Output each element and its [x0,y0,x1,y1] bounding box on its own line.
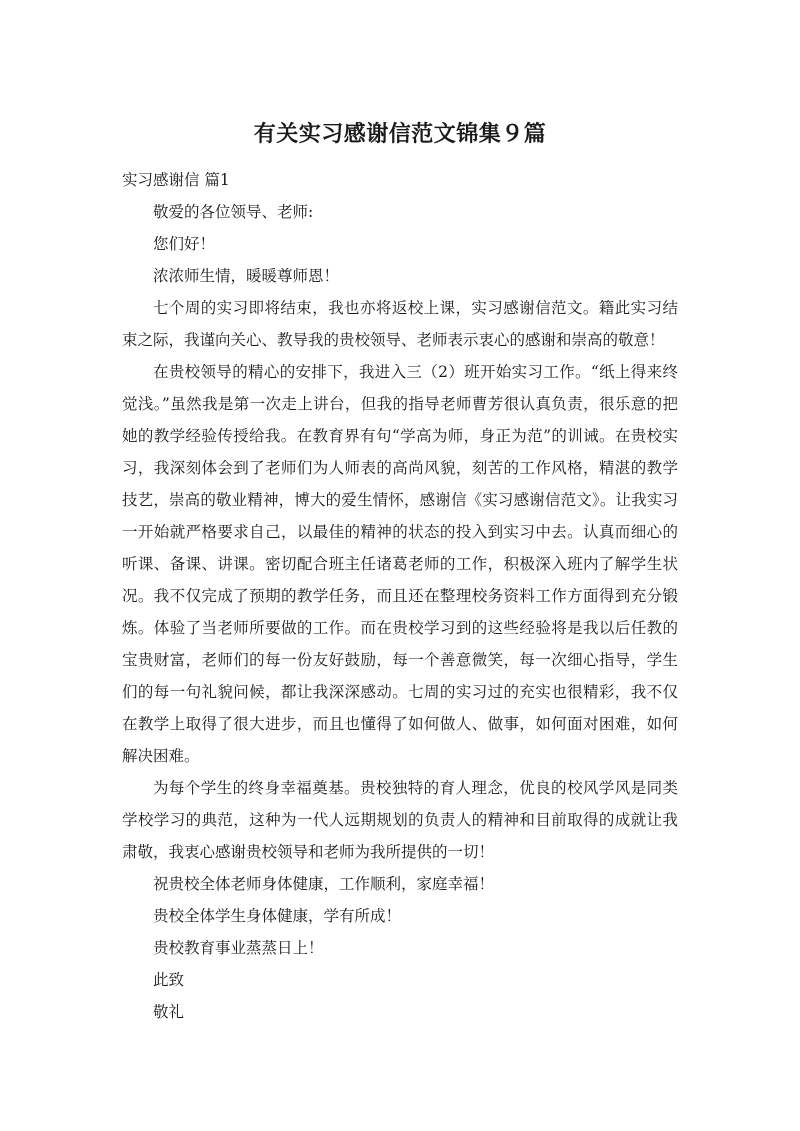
letter-body [122,196,678,1028]
opening-line: 浓浓师生情，暖暖尊师恩！ [153,267,340,285]
closing-jingli: 敬礼 [153,1003,185,1021]
body-paragraph-intro: 七个周的实习即将结束，我也亦将返校上课，实习感谢信范文。籍此实习结束之际，我谨向关心、教导我的贵校领导、老师表示衷心的感谢和崇高的敬意！ [122,299,678,349]
body-paragraph-gratitude: 为每个学生的终身幸福奠基。贵校独特的育人理念，优良的校风学风是同类学校学习的典范，这种为一代人远期规划的负责人的精神和目前取得的成就让我肃敬，我衷心感谢贵校领导和老师为我所提供的一切！ [122,779,678,861]
wish-school: 贵校教育事业蒸蒸日上！ [153,939,324,957]
wish-teachers: 祝贵校全体老师身体健康，工作顺利，家庭幸福！ [153,875,495,893]
greeting: 您们好！ [153,235,216,253]
closing-cizhi: 此致 [153,971,185,989]
wish-students: 贵校全体学生身体健康，学有所成！ [153,907,402,925]
body-paragraph-main: 在贵校领导的精心的安排下，我进入三（2）班开始实习工作。“纸上得来终觉浅。”虽然我是第一次走上讲台，但我的指导老师曹芳很认真负责，很乐意的把她的教学经验传授给我。在教育界有句“学高为师，身正为范”的训诫。在贵校实习，我深刻体会到了老师们为人师表的高尚风貌，刻苦的工作风格，精湛的教学技艺，崇高的敬业精神，博大的爱生情怀，感谢信《实习感谢信范文》。让我实习一开始就严格要求自己，以最佳的精神的状态的投入到实习中去。认真而细心的听课、备课、讲课。密切配合班主任诸葛老师的工作，积极深入班内了解学生状况。我不仅完成了预期的教学任务，而且还在整理校务资料工作方面得到充分锻炼。体验了当老师所要做的工作。而在贵校学习到的这些经验将是我以后任教的宝贵财富，老师们的每一份友好鼓励，每一个善意微笑，每一次细心指导，学生们的每一句礼貌问候，都让我深深感动。七周的实习过的充实也很精彩，我不仅在教学上取得了很大进步，而且也懂得了如何做人、做事，如何面对困难，如何解决困难。 [122,363,678,765]
section-heading: 实习感谢信 篇1 [122,171,230,189]
document-title: 有关实习感谢信范文锦集９篇 [253,122,547,147]
salutation: 敬爱的各位领导、老师: [153,203,314,221]
